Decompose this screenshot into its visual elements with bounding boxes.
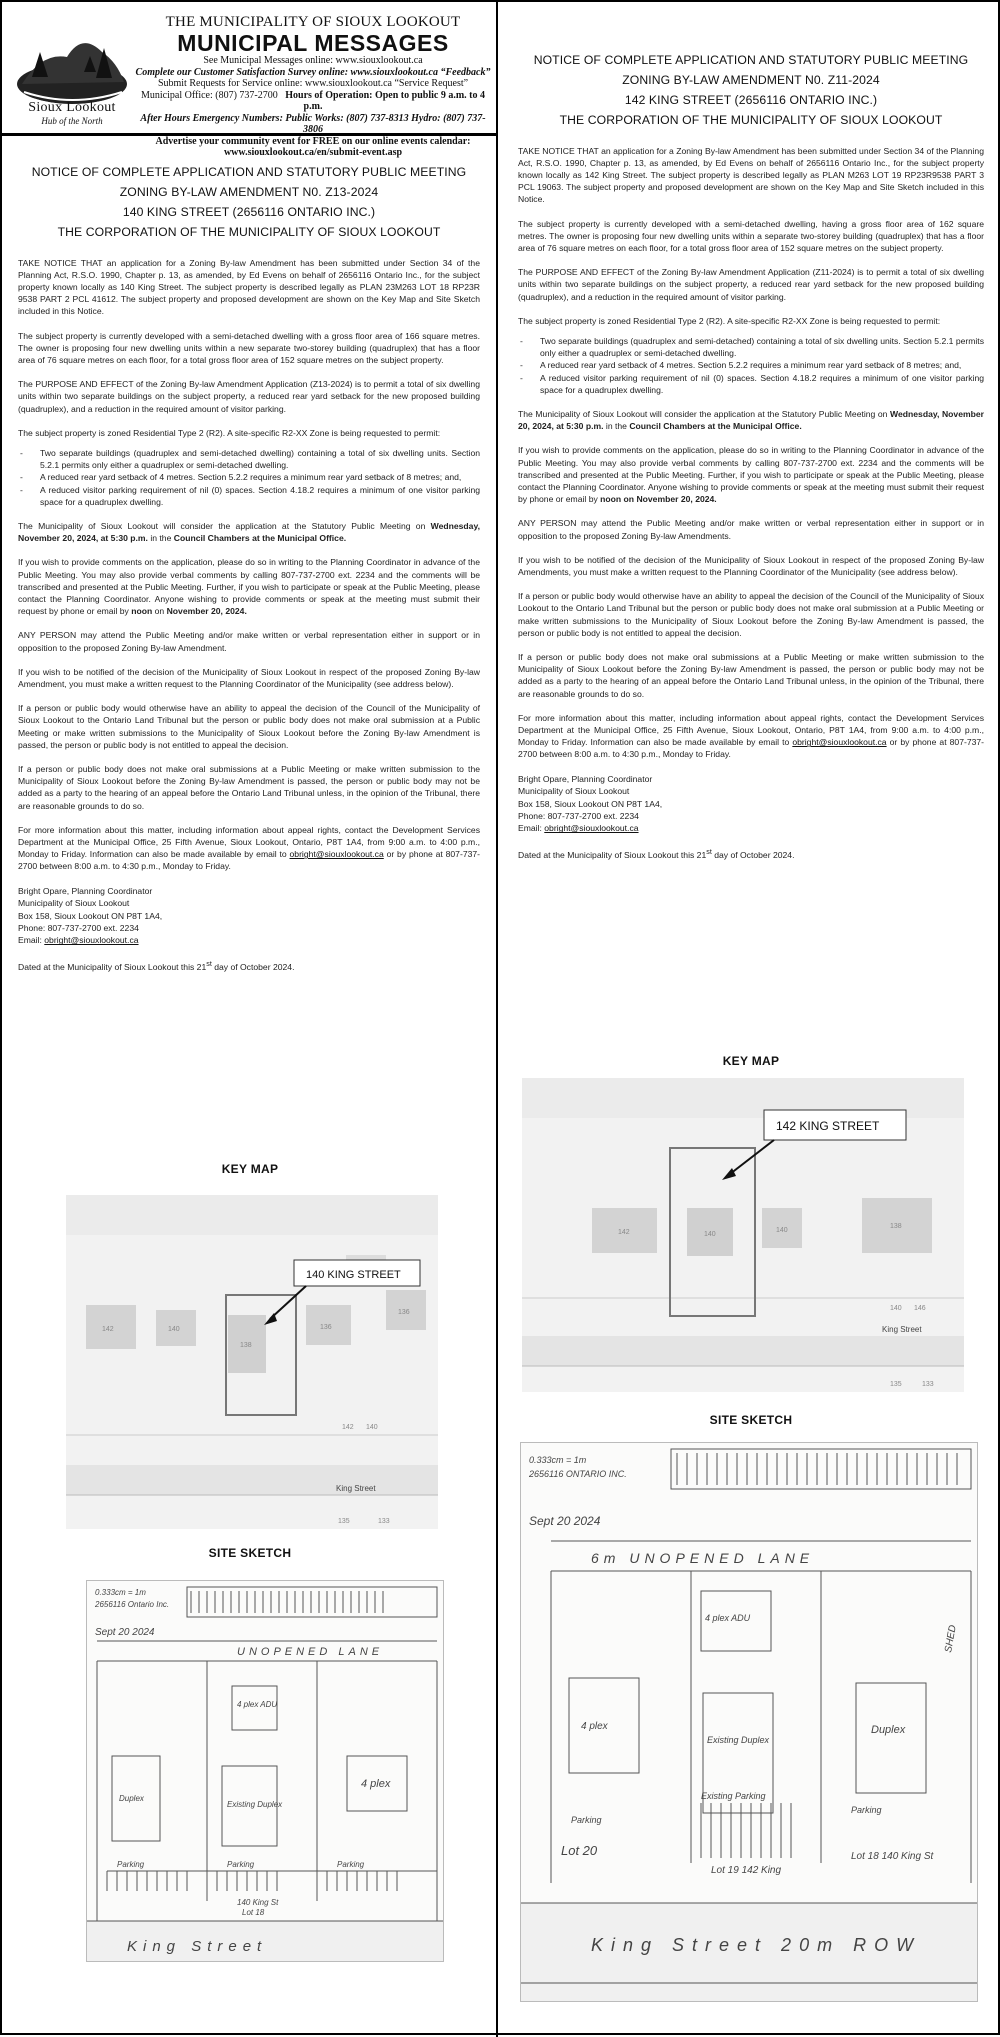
paragraph-any-person: ANY PERSON may attend the Public Meeting and/or make written or verbal representation either in support or in opposition to the proposed Zoning By-law Amendments.	[518, 518, 984, 541]
site-sketch-title: SITE SKETCH	[709, 1413, 793, 1427]
sketch-parking-1: Parking	[571, 1815, 602, 1825]
list-item: - Two separate buildings (quadruplex and semi-detached) containing a total of six dwelling units. Section 5.2.1 permits only either a quadruplex or semi-detached dwelling.	[518, 335, 984, 359]
site-sketch-140	[86, 1580, 444, 1962]
heading-line-4: THE CORPORATION OF THE MUNICIPALITY OF SIOUX LOOKOUT	[57, 225, 441, 240]
lot-label: 138	[240, 1342, 252, 1349]
contact-block	[18, 885, 480, 947]
key-map-title: KEY MAP	[722, 1054, 780, 1068]
contact-org: Municipality of Sioux Lookout	[18, 898, 130, 909]
key-map-graphic	[522, 1078, 964, 1392]
masthead-title: MUNICIPAL MESSAGES	[177, 30, 449, 57]
sketch-parking-3: Existing Parking	[701, 1791, 766, 1801]
sketch-building-1: 4 plex ADU	[705, 1613, 751, 1623]
contact-address: Box 158, Sioux Lookout ON P8T 1A4,	[18, 910, 163, 921]
lot-label: 133	[378, 1518, 390, 1525]
text: The Municipality of Sioux Lookout will consider the application at the Statutory Public Meeting on	[518, 408, 888, 419]
text: Dated at the Municipality of Sioux Lookout this 21	[18, 961, 207, 972]
paragraph-comments	[18, 556, 480, 617]
email-link[interactable]: obright@siouxlookout.ca	[792, 737, 887, 748]
sketch-lot-number: Lot 18	[242, 1908, 265, 1917]
sketch-date: Sept 20 2024	[95, 1627, 155, 1638]
deadline-date: November 20, 2024.	[166, 606, 247, 617]
paragraph-appeal: If a person or public body would otherwise have an ability to appeal the decision of the Council of the Municipality of Sioux Lookout to the Ontario Land Tribunal but the person or public body does not make oral submission at a Public Meeting or make written submissions to the Municipality of Sioux Lookout before the Zoning By-law Amendment is passed, the person or public body is not entitled to appeal the decision.	[518, 591, 984, 638]
site-sketch-graphic	[521, 1443, 978, 2002]
logo-tagline: Hub of the North	[41, 116, 103, 126]
text: day of October 2024.	[214, 961, 295, 972]
paragraph-zoning: The subject property is zoned Residential Type 2 (R2). A site-specific R2-XX Zone is being requested to permit:	[18, 427, 441, 438]
key-map-142	[522, 1078, 964, 1392]
text: Email:	[518, 823, 542, 834]
dated-line	[18, 959, 480, 973]
sketch-street: King Street	[127, 1938, 268, 1955]
sketch-owner: 2656116 Ontario Inc.	[95, 1600, 170, 1609]
text: day of October 2024.	[714, 849, 795, 860]
sketch-lane: UNOPENED LANE	[237, 1646, 384, 1658]
heading-line-2: ZONING BY-LAW AMENDMENT N0. Z11-2024	[622, 73, 880, 88]
contact-block	[518, 773, 984, 835]
sketch-lot-20: Lot 20	[561, 1843, 598, 1858]
text: Email:	[18, 935, 42, 946]
email-link[interactable]: obright@siouxlookout.ca	[544, 823, 639, 834]
sketch-building-3: Existing Duplex	[227, 1800, 283, 1809]
right-column	[500, 2, 1000, 2037]
sketch-owner: 2656116 ONTARIO INC.	[529, 1469, 627, 1479]
contact-org: Municipality of Sioux Lookout	[518, 786, 630, 797]
paragraph-more-info	[18, 824, 480, 873]
lot-label: 136	[398, 1309, 410, 1316]
street-label: King Street	[336, 1484, 376, 1493]
heading-line-1: NOTICE OF COMPLETE APPLICATION AND STATUTORY PUBLIC MEETING	[31, 165, 467, 179]
lot-label: 140	[776, 1227, 788, 1234]
sketch-parking-2: Parking	[851, 1805, 882, 1815]
sketch-building-4: 4 plex	[361, 1778, 391, 1790]
paragraph-current-development: The subject property is currently developed with a semi-detached dwelling, having a gross floor area of 162 square metres. The owner is proposing four new dwelling units within a separate two-storey building (quadruplex) that has a floor area of 76 square metres on each floor, for a total gross floor area of 152 square metres on the subject property.	[518, 218, 984, 253]
paragraph-purpose-effect: The PURPOSE AND EFFECT of the Zoning By-law Amendment Application (Z13-2024) is to permit a total of six dwelling units within two separate buildings on the subject property, a reduced rear yard setback for the new proposed building (quadruplex), and a reduction in the required amount of visitor parking.	[18, 379, 480, 414]
text: For more information about this matter, including information about appeal rights, contact the Development Services Department at the Municipal Office, 25 Fifth Avenue, Sioux Lookout, Ontario, P8T 1A4, from 9:00 a.m. to 4:00 p.m., Monday to Friday. Information can also be made available by email to	[18, 824, 480, 860]
paragraph-more-info	[518, 712, 984, 761]
text: Dated at the Municipality of Sioux Lookout this 21	[518, 849, 707, 860]
contact-phone: Phone: 807-737-2700 ext. 2234	[518, 810, 639, 821]
sketch-lot-19: Lot 19 142 King	[711, 1865, 782, 1876]
text: The Municipality of Sioux Lookout will consider the application at the Statutory Public Meeting on	[18, 520, 426, 531]
text: in the	[150, 533, 172, 544]
masthead-municipality: THE MUNICIPALITY OF SIOUX LOOKOUT	[165, 14, 461, 30]
key-map-140	[66, 1195, 438, 1529]
lot-label: 140	[704, 1231, 716, 1238]
list-item: - Two separate buildings (quadruplex and semi-detached dwelling) containing a total of six dwelling units. Section 5.2.1 permits only either a quadruplex or semi-detached dwelling.	[18, 447, 480, 471]
paragraph-notification: If you wish to be notified of the decision of the Municipality of Sioux Lookout in respect of the proposed Zoning By-law Amendments, you must make a written request to the Planning Coordinator of the Municipality (see address below).	[518, 554, 984, 577]
sketch-building-4: Duplex	[871, 1724, 906, 1736]
masthead-line-5: After Hours Emergency Numbers: Public Works: (807) 737-8313 Hydro: (807) 737-3806	[140, 112, 486, 136]
site-sketch-title: SITE SKETCH	[208, 1546, 292, 1560]
list-item: - A reduced visitor parking requirement of nil (0) spaces. Section 4.18.2 requires a minimum of one visitor parking space for a quadruplex dwelling.	[18, 484, 480, 508]
masthead-line-3: Submit Requests for Service online: www.siouxlookout.ca “Service Request”	[157, 78, 469, 90]
callout-label: 140 KING STREET	[306, 1269, 401, 1281]
notice-heading	[518, 50, 984, 131]
requested-permissions-list	[518, 335, 984, 396]
paragraph-purpose-effect: The PURPOSE AND EFFECT of the Zoning By-law Amendment Application (Z11-2024) is to permit a total of six dwelling units within two separate buildings on the subject property, a reduced rear yard setback for the new proposed building (quadruplex), and a reduction in the required amount of visitor parking.	[518, 267, 984, 302]
text: in the	[605, 421, 627, 432]
sketch-building-2: Duplex	[119, 1794, 144, 1803]
heading-line-3: 140 KING STREET (2656116 ONTARIO INC.)	[122, 205, 376, 220]
text: If you wish to provide comments on the application, please do so in writing to the Planning Coordinator in advance of the Public Meeting. You may also provide verbal comments by calling 807-737-2700 ext. 2234 and the comments will be transcribed and presented at the Public Meeting. Further, if you wish to participate or speak at the Public Meeting, please contact the Planning Coordinator. Anyone wishing to provide comments or speak at the meeting must submit their request by phone or email by	[518, 445, 984, 505]
contact-email	[18, 934, 480, 946]
dated-line	[518, 847, 984, 861]
sketch-side-label: SHED	[943, 1624, 959, 1654]
contact-name: Bright Opare, Planning Coordinator	[518, 773, 653, 784]
lot-label: 146	[914, 1305, 926, 1312]
masthead-line-6: Advertise your community event for FREE on our online events calendar:	[155, 135, 471, 147]
meeting-date: Wednesday, November 20, 2024, at 5:30 p.m.	[518, 408, 984, 432]
lot-label: 138	[890, 1223, 902, 1230]
sketch-building-3: Existing Duplex	[707, 1735, 770, 1745]
lot-label: 135	[890, 1381, 902, 1388]
requested-permissions-list	[18, 447, 480, 508]
paragraph-party: If a person or public body does not make oral submissions at a Public Meeting or make written submission to the Municipality of Sioux Lookout before the Zoning By-law Amendment is passed, the person or public body may not be added as a party to the hearing of an appeal before the Ontario Land Tribunal unless, in the opinion of the Tribunal, there are reasonable grounds to do so.	[18, 764, 480, 811]
text: on	[154, 606, 165, 617]
municipal-office-phone: Municipal Office: (807) 737-2700	[141, 89, 278, 101]
paragraph-meeting	[18, 520, 480, 544]
sketch-parking-2: Parking	[227, 1860, 255, 1869]
paragraph-meeting	[518, 408, 984, 432]
deadline-time: noon	[131, 606, 153, 617]
sketch-parking-3: Parking	[337, 1860, 365, 1869]
sketch-building-1: 4 plex ADU	[237, 1700, 278, 1709]
paragraph-notification: If you wish to be notified of the decision of the Municipality of Sioux Lookout in respect of the proposed Zoning By-law Amendment, you must make a written request to the Planning Coordinator of the Municipality (see address below).	[18, 666, 480, 689]
list-item: - A reduced visitor parking requirement of nil (0) spaces. Section 4.18.2 requires a minimum of one visitor parking space for a quadruplex dwelling.	[518, 372, 984, 396]
sketch-scale: 0.333cm = 1m	[529, 1455, 587, 1465]
masthead-info	[132, 14, 494, 159]
lot-label: 136	[320, 1324, 332, 1331]
lot-label: 142	[102, 1326, 114, 1333]
lot-label: 133	[922, 1381, 934, 1388]
masthead-line-2: Complete our Customer Satisfaction Survey online: www.siouxlookout.ca “Feedback”	[135, 66, 491, 78]
street-label: King Street	[882, 1325, 922, 1334]
sketch-lane: 6m UNOPENED LANE	[591, 1550, 815, 1566]
list-item: - A reduced rear yard setback of 4 metres. Section 5.2.2 requires a minimum rear yard setback of 8 metres; and,	[518, 359, 984, 371]
heading-line-3: 142 KING STREET (2656116 ONTARIO INC.)	[624, 93, 878, 108]
paragraph-appeal: If a person or public body would otherwise have an ability to appeal the decision of the Council of the Municipality of Sioux Lookout to the Ontario Land Tribunal but the person or public body does not make oral submission at a Public Meeting or make written submissions to the Municipality of Sioux Lookout before the Zoning By-law Amendment is passed, the person or public body is not entitled to appeal the decision.	[18, 703, 480, 750]
sketch-lot-18: Lot 18 140 King St	[851, 1851, 934, 1862]
lot-label: 142	[342, 1424, 354, 1431]
left-column	[2, 2, 498, 2037]
heading-line-1: NOTICE OF COMPLETE APPLICATION AND STATUTORY PUBLIC MEETING	[533, 53, 969, 67]
list-item: - A reduced rear yard setback of 4 metres. Section 5.2.2 requires a minimum rear yard setback of 8 metres; and,	[18, 471, 480, 483]
sketch-building-2: 4 plex	[581, 1721, 608, 1732]
hours-of-operation: Hours of Operation: Open to public 9 a.m. to 4 p.m.	[285, 89, 485, 113]
text: If you wish to provide comments on the application, please do so in writing to the Planning Coordinator in advance of the Public Meeting. You may also provide verbal comments by calling 807-737-2700 ext. 2234 and the comments will be transcribed and presented at the Public Meeting. Further, if you wish to participate or speak at the Public Meeting, please contact the Planning Coordinator. Anyone wishing to provide comments or speak at the meeting must submit their request by phone or email by	[18, 557, 480, 617]
heading-line-4: THE CORPORATION OF THE MUNICIPALITY OF SIOUX LOOKOUT	[559, 113, 943, 128]
key-map-graphic	[66, 1195, 438, 1529]
masthead-line-7: www.siouxlookout.ca/en/submit-event.asp	[223, 147, 403, 159]
sketch-date: Sept 20 2024	[529, 1514, 601, 1528]
sketch-lot-address: 140 King St	[237, 1898, 279, 1907]
masthead-line-4	[132, 90, 494, 113]
sketch-scale: 0.333cm = 1m	[95, 1588, 146, 1597]
logo-text	[12, 100, 132, 126]
lot-label: 140	[890, 1305, 902, 1312]
notice-heading	[18, 162, 480, 243]
lot-label: 140	[366, 1424, 378, 1431]
notice-z11-2024	[518, 50, 984, 873]
notice-z13-2024	[18, 162, 480, 985]
text: or by phone at 807-737-2700 between 8:00 a.m. to 4:30 p.m., Monday to Friday.	[18, 849, 481, 872]
key-map-title: KEY MAP	[221, 1162, 279, 1176]
masthead-line-1: See Municipal Messages online: www.siouxlookout.ca	[203, 55, 423, 67]
deadline: noon on November 20, 2024.	[600, 494, 717, 505]
paragraph-comments	[518, 444, 984, 505]
paragraph-party: If a person or public body does not make oral submissions at a Public Meeting or make written submission to the Municipality of Sioux Lookout before the Zoning By-law Amendment is passed, the person or public body may not be added as a party to the hearing of an appeal before the Ontario Land Tribunal unless, in the opinion of the Tribunal, there are reasonable grounds to do so.	[518, 652, 984, 699]
logo-name: Sioux Lookout	[28, 100, 116, 115]
ordinal-suffix: st	[206, 959, 212, 968]
meeting-location: Council Chambers at the Municipal Office.	[173, 533, 347, 544]
lot-label: 142	[618, 1229, 630, 1236]
meeting-location: Council Chambers at the Municipal Office.	[629, 421, 802, 432]
heading-line-2: ZONING BY-LAW AMENDMENT N0. Z13-2024	[119, 185, 379, 200]
site-sketch-graphic	[87, 1581, 444, 1962]
masthead	[2, 2, 498, 159]
contact-phone: Phone: 807-737-2700 ext. 2234	[18, 922, 139, 933]
paragraph-any-person: ANY PERSON may attend the Public Meeting and/or make written or verbal representation either in support or in opposition to the proposed Zoning By-law Amendment.	[18, 630, 480, 653]
ordinal-suffix: st	[706, 847, 712, 856]
meeting-date: Wednesday, November 20, 2024, at 5:30 p.m.	[18, 520, 480, 544]
paragraph-zoning: The subject property is zoned Residential Type 2 (R2). A site-specific R2-XX Zone is being requested to permit:	[518, 315, 941, 326]
email-link[interactable]: obright@siouxlookout.ca	[44, 935, 139, 946]
contact-name: Bright Opare, Planning Coordinator	[18, 885, 153, 896]
paragraph-take-notice: TAKE NOTICE THAT an application for a Zoning By-law Amendment has been submitted under Section 34 of the Planning Act, R.S.O. 1990, Chapter p. 13, as amended, by Ed Evens on behalf of 2656116 Ontario Inc., for the subject property known locally as 140 King Street. The subject property is described legally as PLAN 23M263 LOT 18 RP23R 9538 PART 2 PCL 41612. The subject property and proposed development are shown on the Key Map and Site Sketch included in this Notice.	[18, 257, 480, 317]
lot-label: 135	[338, 1518, 350, 1525]
site-sketch-142	[520, 1442, 978, 2002]
lot-label: 140	[168, 1326, 180, 1333]
contact-email	[518, 822, 984, 834]
paragraph-take-notice: TAKE NOTICE THAT an application for a Zoning By-law Amendment has been submitted under Section 34 of the Planning Act, R.S.O. 1990, Chapter p. 13, as amended, by Ed Evens on behalf of 2656116 Ontario Inc., for the subject property known locally as 142 King Street. The subject property is described legally as PLAN M263 LOT 19 RP23R9538 PART 3 PCL 19063. The subject property and proposed development are shown on the Key Map and Site Sketch included in this Notice.	[518, 145, 984, 205]
callout-label: 142 KING STREET	[776, 1119, 880, 1133]
contact-address: Box 158, Sioux Lookout ON P8T 1A4,	[518, 798, 663, 809]
text: or by phone at 807-737-2700 between 8:00 a.m. to 4:30 p.m., Monday to Friday.	[518, 737, 985, 760]
email-link[interactable]: obright@siouxlookout.ca	[289, 849, 384, 860]
paragraph-current-development: The subject property is currently developed with a semi-detached dwelling with a gross floor area of 166 square metres. The owner is proposing four new dwelling units within a new separate two-storey building (quadruplex) that has a floor area of 76 square metres on each floor, for a total gross floor area of 152 square metres on the subject property.	[18, 330, 480, 365]
text: For more information about this matter, including information about appeal rights, contact the Development Services Department at the Municipal Office, 25 Fifth Avenue, Sioux Lookout, Ontario, P8T 1A4, from 9:00 a.m. to 4:00 p.m., Monday to Friday. Information can also be made available by email to	[518, 712, 984, 748]
sketch-street: King Street 20m ROW	[591, 1935, 922, 1955]
sketch-parking-1: Parking	[117, 1860, 145, 1869]
